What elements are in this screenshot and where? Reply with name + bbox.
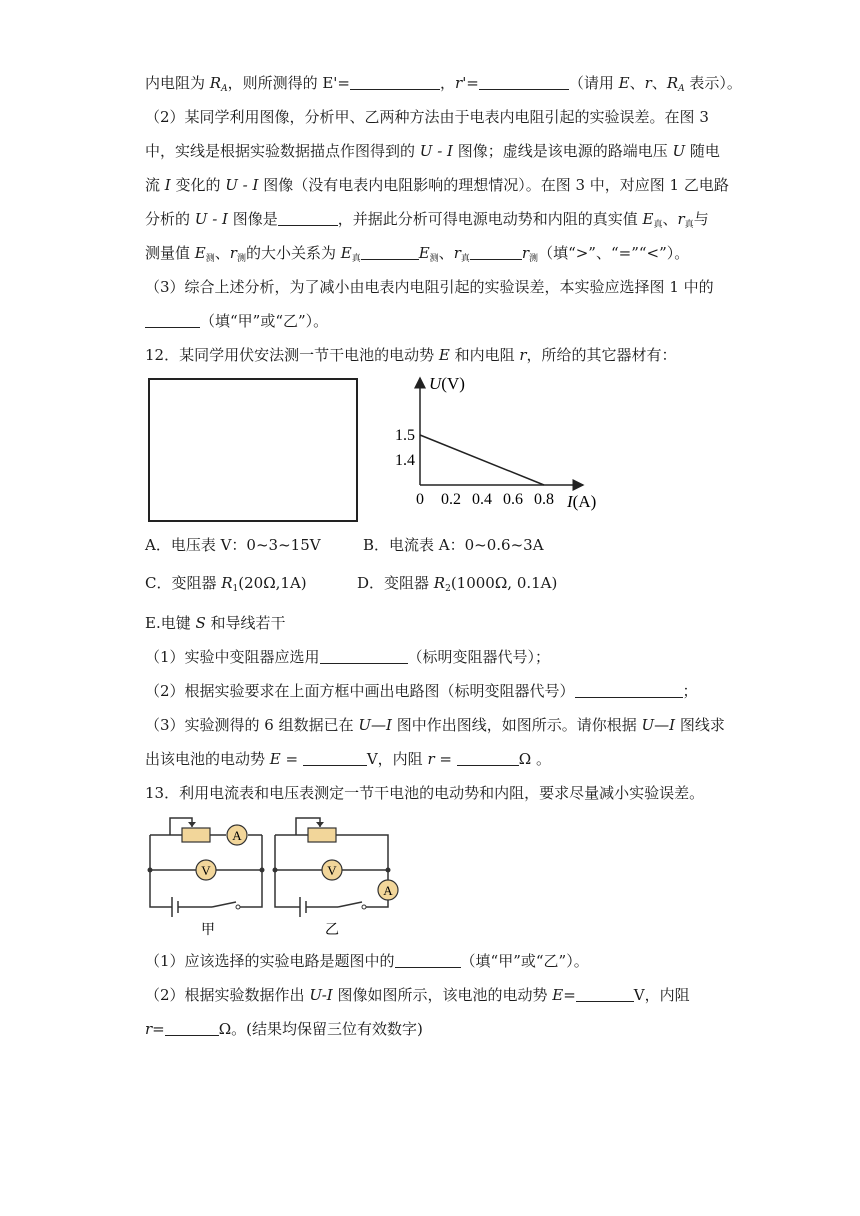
q11-line4: 流 I 变化的 U - I 图像（没有电表内电阻影响的理想情况）。在图 3 中，对应图 1 乙电路: [145, 176, 729, 194]
x-tick-label: 0.8: [534, 491, 554, 508]
svg-text:V: V: [327, 863, 337, 878]
option-d: D．变阻器 $R_2(1000\Omega$, 0.1A): [357, 574, 558, 594]
x-tick-label: 0: [416, 491, 424, 508]
x-axis-label: I(A): [567, 492, 597, 511]
q11-line6: 测量值 $E_测$、$r_测$的大小关系为 $E_真$ $E_测$、$r_真$ $r_测$（填“>”、“=”“<”）。: [145, 244, 690, 264]
circuit-drawing-box: [148, 378, 358, 522]
q11-line3: 中，实线是根据实验数据描点作图得到的 U - I 图像；虚线是该电源的路端电压 U 随电: [145, 142, 720, 160]
q13-part2a: （2）根据实验数据作出 U-I 图像如图所示，该电池的电动势 E= V，内阻: [145, 986, 690, 1004]
q11-line2: （2）某同学利用图像，分析甲、乙两种方法由于电表内电阻引起的实验误差。在图 3: [145, 108, 709, 126]
answer-blank: [361, 245, 419, 260]
q12-part2: （2）根据实验要求在上面方框中画出电路图（标明变阻器代号） ；: [145, 682, 698, 700]
y-tick-label: 1.5: [395, 427, 415, 444]
slider-arrow-icon: [188, 822, 196, 827]
circuit-diagrams: [140, 810, 415, 940]
answer-blank: [395, 953, 461, 968]
rheostat-icon: [182, 828, 210, 842]
q12-part1: （1）实验中变阻器应选用 （标明变阻器代号）；: [145, 648, 551, 666]
answer-blank: [575, 683, 683, 698]
answer-blank: [479, 75, 569, 90]
x-tick-label: 0.2: [441, 491, 461, 508]
caption-yi: 乙: [325, 923, 339, 938]
y-tick-label: 1.4: [395, 452, 415, 469]
x-tick-label: 0.6: [503, 491, 523, 508]
answer-blank: [350, 75, 440, 90]
q13-stem: 13．利用电流表和电压表测定一节干电池的电动势和内阻，要求尽量减小实验误差。: [145, 784, 705, 802]
option-a: A．电压表 V：0~3~15V: [145, 536, 321, 554]
answer-blank: [145, 313, 200, 328]
junction-dot: [148, 868, 153, 873]
switch-contact: [362, 905, 366, 909]
q11-line1: 内电阻为 $R_A$，则所测得的 E'= ，r'= （请用 E、r、$R_A$ 表示）。: [145, 74, 742, 94]
y-axis-label: U(V): [429, 374, 465, 393]
junction-dot: [386, 868, 391, 873]
q12-stem: 12．某同学用伏安法测一节干电池的电动势 E 和内电阻 r，所给的其它器材有：: [145, 346, 677, 364]
answer-blank: [278, 211, 338, 226]
option-b: B．电流表 A：0~0.6~3A: [363, 536, 544, 554]
answer-blank: [320, 649, 408, 664]
q13-part1: （1）应该选择的实验电路是题图中的 （填“甲”或“乙”）。: [145, 952, 589, 970]
q13-part2b: r= Ω。(结果均保留三位有效数字): [145, 1020, 423, 1038]
slider-arrow-icon: [316, 822, 324, 827]
junction-dot: [260, 868, 265, 873]
q11-line5: 分析的 U - I 图像是 ，并据此分析可得电源电动势和内阻的真实值 $E_真$、$r_真$与: [145, 210, 709, 230]
switch-contact: [236, 905, 240, 909]
u-i-graph: [385, 370, 615, 515]
svg-text:A: A: [232, 828, 242, 843]
option-c: C．变阻器 $R_1(20\Omega,1A)$: [145, 574, 307, 594]
y-tick-labels: [395, 427, 415, 469]
option-e: E.电键 S 和导线若干: [145, 614, 286, 632]
svg-text:V: V: [201, 863, 211, 878]
q12-part3a: （3）实验测得的 6 组数据已在 U—I 图中作出图线，如图所示。请你根据 U—I 图线求: [145, 716, 725, 734]
rheostat-icon: [308, 828, 336, 842]
junction-dot: [273, 868, 278, 873]
answer-blank: [457, 751, 519, 766]
data-line: [420, 435, 544, 485]
q12-part3b: 出该电池的电动势 E = V，内阻 r = Ω 。: [145, 750, 551, 768]
answer-blank: [470, 245, 522, 260]
caption-jia: 甲: [201, 923, 215, 938]
svg-text:A: A: [383, 883, 393, 898]
q11-line7: （3）综合上述分析，为了减小由电表内电阻引起的实验误差，本实验应选择图 1 中的: [145, 278, 714, 296]
q11-line8: （填“甲”或“乙”）。: [145, 310, 328, 332]
x-tick-label: 0.4: [472, 491, 492, 508]
answer-blank: [165, 1021, 219, 1036]
x-tick-labels: [416, 491, 554, 508]
answer-blank: [576, 987, 634, 1002]
answer-blank: [303, 751, 367, 766]
